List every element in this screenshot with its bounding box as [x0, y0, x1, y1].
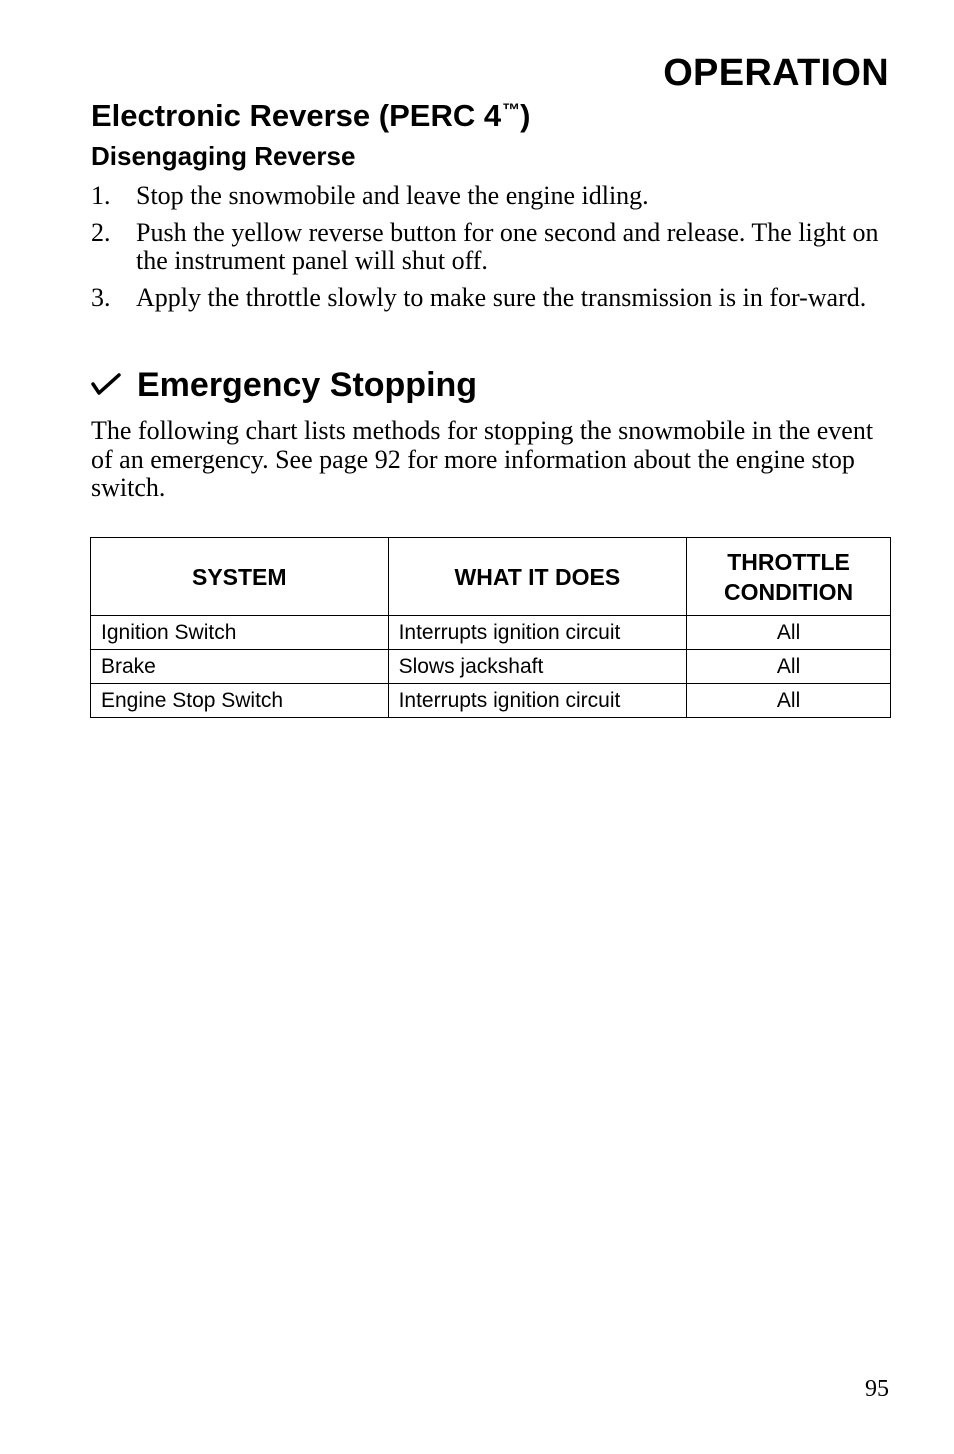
steps-list — [91, 182, 891, 321]
table-cell: Interrupts ignition circuit — [388, 684, 687, 718]
table-cell: Ignition Switch — [91, 616, 389, 650]
table-header-cell: THROTTLE CONDITION — [687, 538, 891, 616]
table-row — [91, 616, 891, 650]
subheading-disengaging-reverse: Disengaging Reverse — [91, 141, 356, 171]
step-number: 2. — [91, 218, 111, 247]
step-item — [91, 284, 891, 312]
table-cell: Interrupts ignition circuit — [388, 616, 687, 650]
checkmark-icon — [91, 366, 121, 405]
table-header-cell: WHAT IT DOES — [388, 538, 687, 616]
step-item — [91, 182, 891, 210]
table-cell: All — [687, 650, 891, 684]
page-number: 95 — [865, 1376, 889, 1402]
step-text: Apply the throttle slowly to make sure the transmission is in for-ward. — [136, 283, 867, 312]
step-text: Stop the snowmobile and leave the engine idling. — [136, 181, 649, 210]
table-cell: All — [687, 616, 891, 650]
table-header-row — [91, 538, 891, 616]
step-item — [91, 219, 891, 275]
heading-emergency-stopping — [91, 366, 477, 405]
step-text: Push the yellow reverse button for one second and release. The light on the instrument panel will shut off. — [136, 218, 879, 275]
heading-text: Electronic Reverse (PERC 4 — [91, 98, 502, 133]
section-title: OPERATION — [663, 52, 889, 94]
trademark-symbol: ™ — [502, 100, 521, 120]
table-cell: Brake — [91, 650, 389, 684]
table-header-cell: SYSTEM — [91, 538, 389, 616]
heading-close: ) — [520, 98, 531, 133]
emergency-stopping-table — [90, 537, 891, 718]
table-row — [91, 684, 891, 718]
step-number: 3. — [91, 283, 111, 312]
table-cell: Engine Stop Switch — [91, 684, 389, 718]
heading-text: Emergency Stopping — [137, 366, 478, 404]
step-number: 1. — [91, 181, 111, 210]
intro-paragraph: The following chart lists methods for stopping the snowmobile in the event of an emergency. See page 92 for more information about the engine stop switch. — [91, 416, 874, 502]
table-cell: All — [687, 684, 891, 718]
table-row — [91, 650, 891, 684]
table-cell: Slows jackshaft — [388, 650, 687, 684]
heading-electronic-reverse — [91, 98, 530, 134]
